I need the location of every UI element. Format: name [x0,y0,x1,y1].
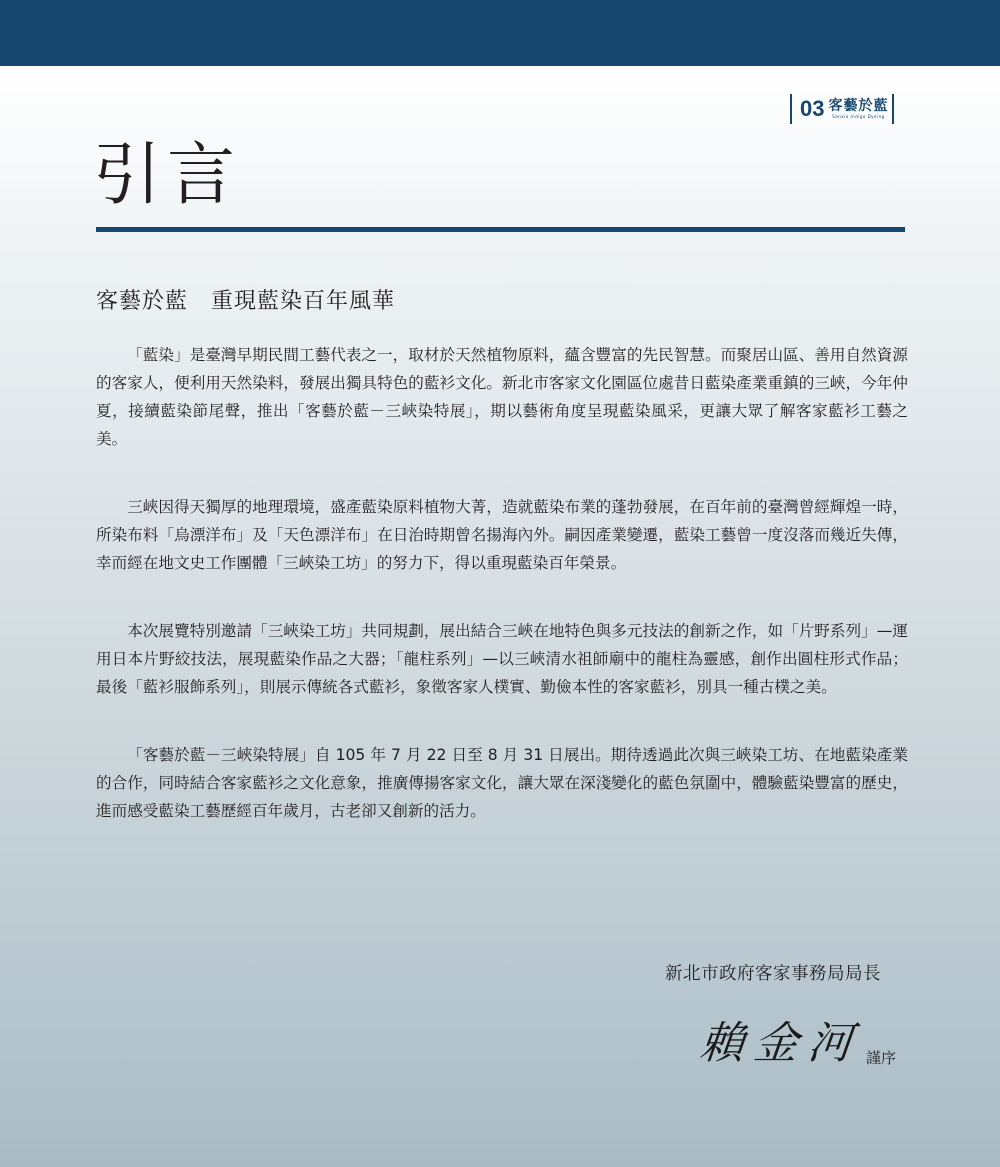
title-divider [96,227,905,232]
page-marker [790,94,894,124]
top-banner [0,0,1000,66]
page-title: 引言 [93,136,242,215]
brand-logo-subtext: Sanxia Indigo Dyeing [832,114,885,119]
section-subtitle: 客藝於藍 重現藍染百年風華 [96,289,396,314]
signature-suffix: 謹序 [866,1049,897,1067]
paragraph-3: 本次展覽特別邀請「三峽染工坊」共同規劃，展出結合三峽在地特色與多元技法的創新之作，如「片野系列」—運用日本片野絞技法，展現藍染作品之大器；「龍柱系列」—以三峽清水祖師廟中的龍柱為靈感，創作出圓柱形式作品；最後「藍衫服飾系列」，則展示傳統各式藍衫，象徵客家人樸實、勤儉本性的客家藍衫，別具一種古樸之美。 [96,622,908,696]
brand-logo-text: 客藝於藍 [828,98,889,114]
paragraph-2: 三峽因得天獨厚的地理環境，盛產藍染原料植物大菁，造就藍染布業的蓬勃發展，在百年前的臺灣曾經輝煌一時，所染布料「烏漂洋布」及「天色漂洋布」在日治時期曾名揚海內外。嗣因產業變遷，藍染工藝曾一度沒落而幾近失傳，幸而經在地文史工作團體「三峽染工坊」的努力下，得以重現藍染百年榮景。 [96,498,908,572]
signatory-title: 新北市政府客家事務局局長 [665,964,881,984]
page-number: 03 [800,96,825,121]
handwritten-signature: 賴金河 [697,1018,865,1069]
brand-logo [828,99,888,119]
paragraph-4: 「客藝於藍－三峽染特展」自 105 年 7 月 22 日至 8 月 31 日展出。期待透過此次與三峽染工坊、在地藍染產業的合作，同時結合客家藍衫之文化意象，推廣傳揚客家文化，讓大眾在深淺變化的藍色氛圍中，體驗藍染豐富的歷史，進而感受藍染工藝歷經百年歲月，古老卻又創新的活力。 [96,746,908,820]
paragraph-1: 「藍染」是臺灣早期民間工藝代表之一，取材於天然植物原料，蘊含豐富的先民智慧。而聚居山區、善用自然資源的客家人，便利用天然染料，發展出獨具特色的藍衫文化。新北市客家文化園區位處昔日藍染產業重鎮的三峽，今年仲夏，接續藍染節尾聲，推出「客藝於藍－三峽染特展」，期以藝術角度呈現藍染風采，更讓大眾了解客家藍衫工藝之美。 [96,346,908,448]
signature-block [697,1016,897,1072]
body-text [96,341,908,865]
